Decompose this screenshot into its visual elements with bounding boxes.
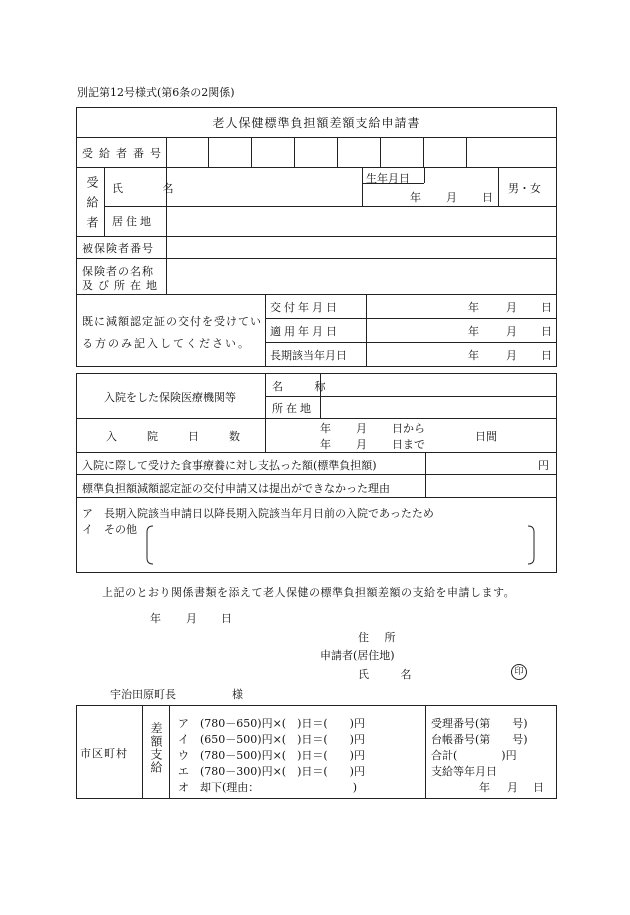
payment-line-a: ア (780－650)円×( )日＝( )円 [178, 717, 365, 730]
municipality-label: 市区町村 [80, 747, 128, 760]
payment-date-label: 支給等年月日 [431, 765, 497, 778]
sex-options[interactable]: 男・女 [508, 182, 541, 195]
recipient-number-digit-2[interactable] [210, 139, 250, 165]
form-title: 老人保健標準負担額差額支給申請書 [212, 116, 421, 130]
hospital-location-field[interactable] [322, 398, 554, 416]
application-date-month: 月 [186, 612, 197, 625]
payment-label: 差額支給 [149, 722, 163, 774]
stay-to-month: 月 [356, 438, 367, 451]
issue-date-label: 交付年月日 [270, 301, 340, 314]
stay-to-day: 日まで [392, 438, 425, 451]
addressee-honorific: 様 [232, 688, 243, 701]
stay-to-year: 年 [320, 438, 331, 451]
long-term-date-month: 月 [506, 349, 517, 362]
address-label: 居住地 [112, 215, 154, 228]
dob-month: 月 [446, 191, 457, 204]
seal-mark: 印 [511, 664, 527, 680]
address-field[interactable] [168, 208, 554, 234]
recipient-number-digit-4[interactable] [296, 139, 336, 165]
long-term-date-label: 長期該当年月日 [270, 349, 347, 362]
hospital-name-field[interactable] [322, 375, 554, 394]
stay-from-day: 日から [392, 422, 425, 435]
insurer-label-line2: 及び所在地 [82, 279, 162, 292]
hospital-label: 入院をした保険医療機関等 [104, 391, 236, 404]
meal-payment-unit: 円 [538, 459, 549, 472]
reason-option-a[interactable]: ア 長期入院該当申請日以降長期入院該当年月日前の入院であったため [82, 507, 434, 520]
insured-number-field[interactable] [168, 238, 554, 256]
recipient-number-digit-7[interactable] [425, 139, 465, 165]
issue-date-month: 月 [506, 301, 517, 314]
recipient-group-label: 受給者 [85, 176, 99, 236]
payment-date-month: 月 [507, 781, 518, 794]
form-id: 別記第12号様式(第6条の2関係) [77, 86, 235, 99]
hospital-location-label: 所在地 [272, 402, 314, 415]
recipient-name-label: 氏 名 [112, 182, 192, 195]
recipient-number-digit-6[interactable] [382, 139, 422, 165]
apply-date-label: 適用年月日 [270, 325, 340, 338]
ledger-number: 台帳番号(第 号) [431, 733, 528, 746]
declaration-text: 上記のとおり関係書類を添えて老人保健の標準負担額差額の支給を申請します。 [102, 586, 516, 599]
stay-from-year: 年 [320, 422, 331, 435]
stay-days-label: 入院日数 [106, 430, 270, 443]
issue-date-day: 日 [541, 301, 552, 314]
dob-day: 日 [482, 191, 493, 204]
stay-days-count: 日間 [475, 430, 497, 443]
long-term-date-year: 年 [468, 349, 479, 362]
hospital-name-label: 名 称 [272, 380, 340, 393]
reason-option-i[interactable]: イ その他 [82, 523, 137, 536]
stay-from-month: 月 [356, 422, 367, 435]
apply-date-day: 日 [541, 325, 552, 338]
insurer-label-line1: 保険者の名称 [82, 265, 154, 278]
receipt-number: 受理番号(第 号) [431, 717, 528, 730]
reason-label: 標準負担額減額認定証の交付申請又は提出ができなかった理由 [82, 482, 390, 495]
reason-other-field[interactable] [152, 528, 530, 562]
issue-date-year: 年 [468, 301, 479, 314]
dob-year: 年 [410, 191, 421, 204]
recipient-number-digit-5[interactable] [339, 139, 379, 165]
payment-date-year: 年 [479, 781, 490, 794]
apply-date-month: 月 [506, 325, 517, 338]
payment-line-i: イ (650－500)円×( )日＝( )円 [178, 733, 365, 746]
dob-label: 生年月日 [366, 172, 410, 185]
applicant-address-label: 住 所 [358, 631, 402, 644]
application-date-year: 年 [150, 612, 161, 625]
payment-line-e: エ (780－300)円×( )日＝( )円 [178, 765, 365, 778]
applicant-name-label: 氏 名 [358, 668, 426, 681]
certificate-note-line2: る方のみ記入してください。 [82, 337, 251, 350]
recipient-name-field[interactable] [168, 169, 360, 204]
insurer-field[interactable] [168, 260, 554, 292]
long-term-date-day: 日 [541, 349, 552, 362]
payment-line-u: ウ (780－500)円×( )日＝( )円 [178, 749, 365, 762]
apply-date-year: 年 [468, 325, 479, 338]
recipient-number-digit-1[interactable] [168, 139, 208, 165]
payment-date-day: 日 [533, 781, 544, 794]
payment-line-o: オ 却下(理由： ) [178, 781, 358, 794]
recipient-number-digit-3[interactable] [253, 139, 293, 165]
addressee: 宇治田原町長 [110, 688, 176, 701]
meal-payment-label: 入院に際して受けた食事療養に対し支払った額(標準負担額) [82, 459, 377, 472]
insured-number-label: 被保険者番号 [82, 242, 154, 255]
meal-payment-field[interactable] [427, 454, 535, 472]
total-amount: 合計( )円 [431, 749, 517, 762]
certificate-note-line1: 既に減額認定証の交付を受けてい [82, 315, 262, 328]
application-date-day: 日 [221, 612, 232, 625]
applicant-label: 申請者(居住地) [320, 649, 395, 662]
recipient-number-label: 受給者番号 [82, 147, 167, 160]
